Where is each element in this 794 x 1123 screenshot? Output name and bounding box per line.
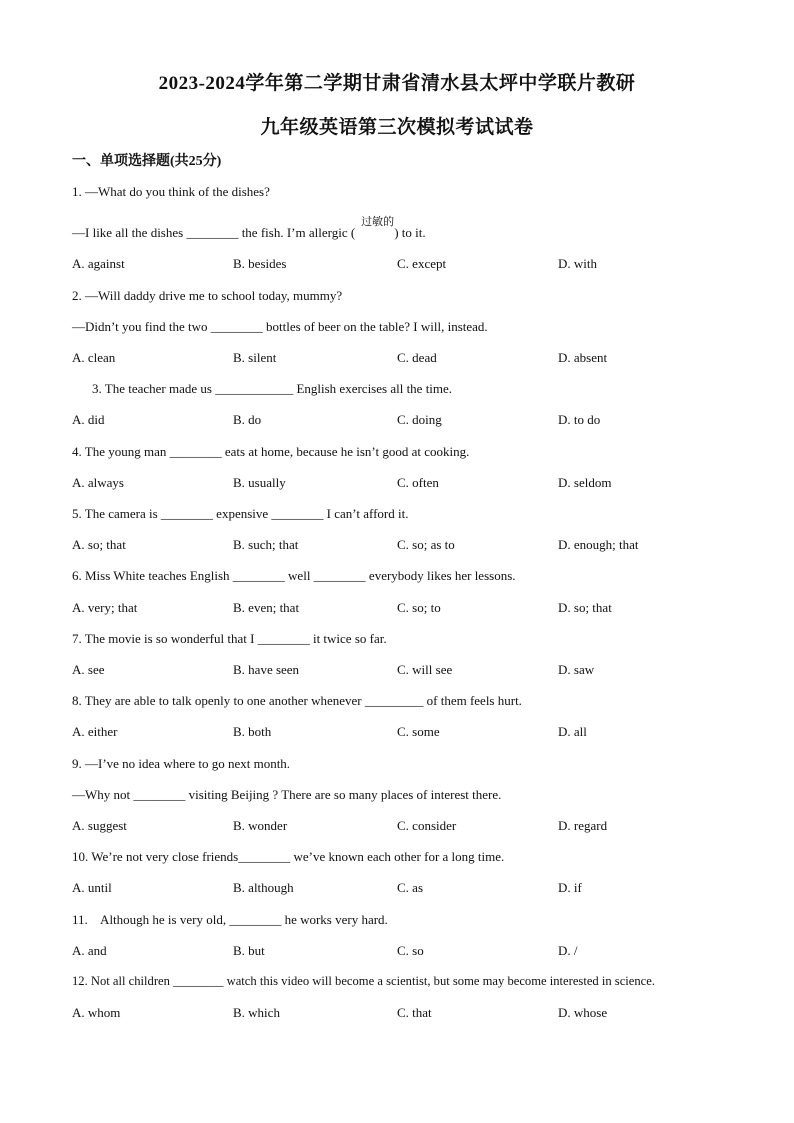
option-a[interactable]: A. so; that (72, 537, 126, 552)
question-3-stem: 3. The teacher made us ____________ English exercises all the time. (92, 381, 453, 396)
option-c[interactable]: C. that (397, 1005, 432, 1020)
option-a[interactable]: A. clean (72, 350, 116, 365)
option-b[interactable]: B. have seen (233, 662, 300, 677)
option-c[interactable]: C. so; as to (397, 537, 455, 552)
option-d[interactable]: D. absent (558, 350, 608, 365)
option-b[interactable]: B. usually (233, 475, 286, 490)
option-a[interactable]: A. very; that (72, 600, 138, 615)
question-2-line2: —Didn’t you find the two ________ bottles of beer on the table? I will, instead. (72, 319, 488, 334)
option-d[interactable]: D. seldom (558, 475, 612, 490)
question-2-stem: 2. —Will daddy drive me to school today, mummy? (72, 288, 343, 303)
option-a[interactable]: A. whom (72, 1005, 121, 1020)
option-b[interactable]: B. silent (233, 350, 277, 365)
question-9-options (0, 818, 794, 836)
question-10-options (0, 880, 794, 898)
option-a[interactable]: A. always (72, 475, 124, 490)
question-5-options (0, 537, 794, 555)
option-c[interactable]: C. doing (397, 412, 442, 427)
question-10-stem: 10. We’re not very close friends________ we’ve known each other for a long time. (72, 849, 505, 864)
option-a[interactable]: A. until (72, 880, 112, 895)
option-a[interactable]: A. suggest (72, 818, 127, 833)
question-11-stem: 11. Although he is very old, ________ he works very hard. (72, 912, 388, 927)
option-c[interactable]: C. so; to (397, 600, 441, 615)
option-d[interactable]: D. with (558, 256, 597, 271)
option-b[interactable]: B. wonder (233, 818, 288, 833)
option-b[interactable]: B. but (233, 943, 265, 958)
question-3-options (0, 412, 794, 430)
option-b[interactable]: B. besides (233, 256, 287, 271)
option-c[interactable]: C. except (397, 256, 447, 271)
question-9-line2: —Why not ________ visiting Beijing ? There are so many places of interest there. (72, 787, 502, 802)
option-c[interactable]: C. will see (397, 662, 453, 677)
option-a[interactable]: A. did (72, 412, 105, 427)
option-b[interactable]: B. although (233, 880, 294, 895)
option-c[interactable]: C. often (397, 475, 439, 490)
option-d[interactable]: D. to do (558, 412, 601, 427)
question-1-stem: 1. —What do you think of the dishes? (72, 184, 270, 199)
option-b[interactable]: B. both (233, 724, 272, 739)
question-2-options (0, 350, 794, 368)
section-heading: 一、单项选择题(共25分) (72, 154, 222, 169)
option-c[interactable]: C. as (397, 880, 423, 895)
question-1-line2 (72, 215, 426, 241)
option-d[interactable]: D. so; that (558, 600, 612, 615)
option-b[interactable]: B. do (233, 412, 262, 427)
question-6-stem: 6. Miss White teaches English ________ well ________ everybody likes her lessons. (72, 568, 516, 583)
question-1-options (0, 256, 794, 274)
question-1-line2-post: ) to it. (394, 225, 426, 240)
question-9-stem: 9. —I’ve no idea where to go next month. (72, 756, 291, 771)
option-d[interactable]: D. whose (558, 1005, 608, 1020)
exam-title-line1: 2023-2024学年第二学期甘肃省清水县太坪中学联片教研 (158, 73, 636, 94)
option-d[interactable]: D. regard (558, 818, 608, 833)
option-b[interactable]: B. which (233, 1005, 280, 1020)
option-a[interactable]: A. against (72, 256, 125, 271)
question-8-options (0, 724, 794, 742)
exam-title-line2: 九年级英语第三次模拟考试试卷 (260, 117, 534, 138)
option-b[interactable]: B. such; that (233, 537, 299, 552)
question-11-options (0, 943, 794, 961)
option-a[interactable]: A. and (72, 943, 107, 958)
question-4-options (0, 475, 794, 493)
option-c[interactable]: C. consider (397, 818, 457, 833)
question-4-stem: 4. The young man ________ eats at home, because he isn’t good at cooking. (72, 444, 470, 459)
option-c[interactable]: C. so (397, 943, 424, 958)
option-b[interactable]: B. even; that (233, 600, 300, 615)
question-12-options (0, 1005, 794, 1023)
question-7-options (0, 662, 794, 680)
option-d[interactable]: D. saw (558, 662, 595, 677)
question-6-options (0, 600, 794, 618)
question-1-line2-pre: —I like all the dishes ________ the fish. I’m allergic ( (72, 225, 356, 240)
question-12-stem: 12. Not all children ________ watch this video will become a scientist, but some may become interested in science. (72, 974, 656, 988)
option-d[interactable]: D. all (558, 724, 587, 739)
option-d[interactable]: D. if (558, 880, 582, 895)
option-c[interactable]: C. some (397, 724, 440, 739)
annotation-note-text: 过敏的 (361, 215, 395, 228)
option-d[interactable]: D. / (558, 943, 578, 958)
option-a[interactable]: A. either (72, 724, 118, 739)
question-8-stem: 8. They are able to talk openly to one another whenever _________ of them feels hurt. (72, 693, 522, 708)
annotation-note (355, 215, 395, 241)
option-c[interactable]: C. dead (397, 350, 437, 365)
question-7-stem: 7. The movie is so wonderful that I ________ it twice so far. (72, 631, 387, 646)
option-a[interactable]: A. see (72, 662, 105, 677)
question-5-stem: 5. The camera is ________ expensive ________ I can’t afford it. (72, 506, 409, 521)
option-d[interactable]: D. enough; that (558, 537, 639, 552)
